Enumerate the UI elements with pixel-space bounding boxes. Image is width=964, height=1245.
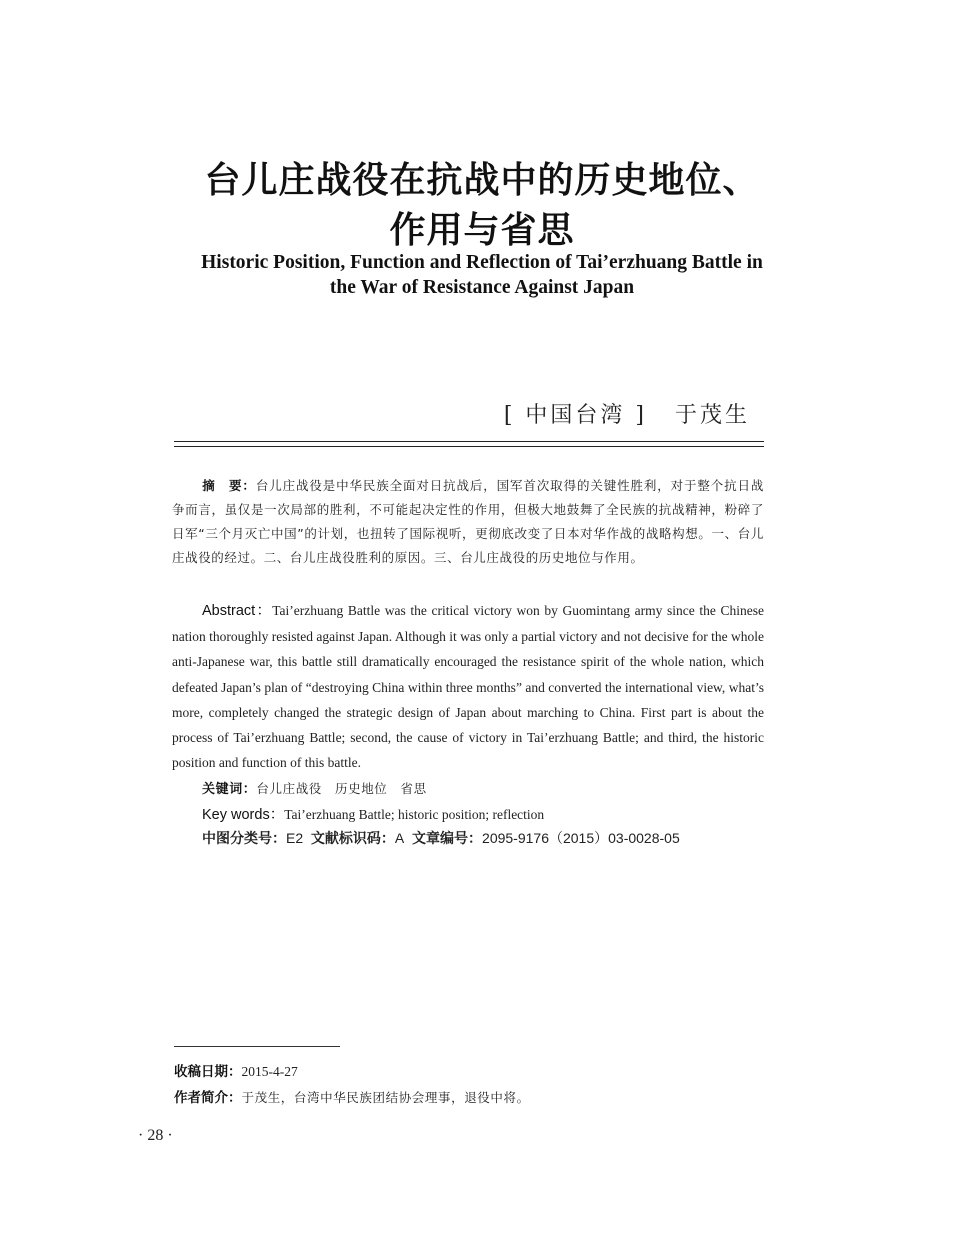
keywords-cn xyxy=(202,778,427,797)
classification-line xyxy=(202,828,680,848)
divider-rule-top xyxy=(174,441,764,442)
clc-label: 中图分类号： xyxy=(202,830,286,846)
article-number-label: 文章编号： xyxy=(412,830,483,846)
clc-value: E2 xyxy=(286,830,304,846)
keywords-en-text: Tai’erzhuang Battle; historic position; reflection xyxy=(284,807,545,822)
author-name: 于茂生 xyxy=(674,403,750,428)
keywords-en xyxy=(202,803,544,824)
author-region: [ 中国台湾 ] xyxy=(503,403,647,428)
abstract-en xyxy=(172,598,764,775)
footnote-rule xyxy=(174,1046,340,1047)
abstract-cn-label: 摘 要： xyxy=(202,479,256,493)
abstract-en-text: Tai’erzhuang Battle was the critical victory won by Guomintang army since the Chinese nation thoroughly resisted against Japan. Although it was only a partial victory and not decisive for the whole anti-Japanese war, this battle still dramatically encouraged the resistance spirit of the whole nation, which defeated Japan’s plan of “destroying China within three months” and converted the international view, what’s more, completely changed the strategic design of Japan about marching to China. First part is about the process of Tai’erzhuang Battle; second, the cause of victory in Tai’erzhuang Battle; and third, the historic position and function of this battle. xyxy=(172,603,764,771)
keywords-en-label: Key words： xyxy=(202,807,285,823)
bio-label: 作者简介： xyxy=(174,1090,242,1105)
abstract-cn xyxy=(172,474,764,570)
byline xyxy=(504,398,750,429)
divider-rule-bottom xyxy=(174,446,764,447)
title-en-line1: Historic Position, Function and Reflection of Tai’erzhuang Battle in xyxy=(201,252,763,273)
abstract-cn-text: 台儿庄战役是中华民族全面对日抗战后，国军首次取得的关键性胜利，对于整个抗日战争而言，虽仅是一次局部的胜利，不可能起决定性的作用，但极大地鼓舞了全民族的抗战精神，粉碎了日军“三个月灭亡中国”的计划，也扭转了国际视听，更彻底改变了日本对华作战的战略构想。一、台儿庄战役的经过。二、台儿庄战役胜利的原因。三、台儿庄战役的历史地位与作用。 xyxy=(172,478,764,565)
abstract-en-label: Abstract： xyxy=(202,603,273,619)
page-number: · 28 · xyxy=(138,1127,173,1144)
title-en-line2: the War of Resistance Against Japan xyxy=(329,277,635,298)
keywords-cn-text: 台儿庄战役 历史地位 省思 xyxy=(256,781,427,796)
footnote-bio xyxy=(174,1086,530,1106)
doc-code-value: A xyxy=(394,830,405,846)
bio-value: 于茂生，台湾中华民族团结协会理事，退役中将。 xyxy=(241,1090,530,1105)
keywords-cn-label: 关键词： xyxy=(202,781,257,796)
footnote-received xyxy=(174,1060,298,1080)
received-label: 收稿日期： xyxy=(174,1064,242,1079)
doc-code-label: 文献标识码： xyxy=(310,830,395,846)
article-number-value: 2095-9176（2015）03-0028-05 xyxy=(482,830,680,846)
received-value: 2015-4-27 xyxy=(241,1064,298,1079)
title-cn-line1: 台儿庄战役在抗战中的历史地位、 xyxy=(204,160,760,201)
title-cn-line2: 作用与省思 xyxy=(389,210,575,251)
